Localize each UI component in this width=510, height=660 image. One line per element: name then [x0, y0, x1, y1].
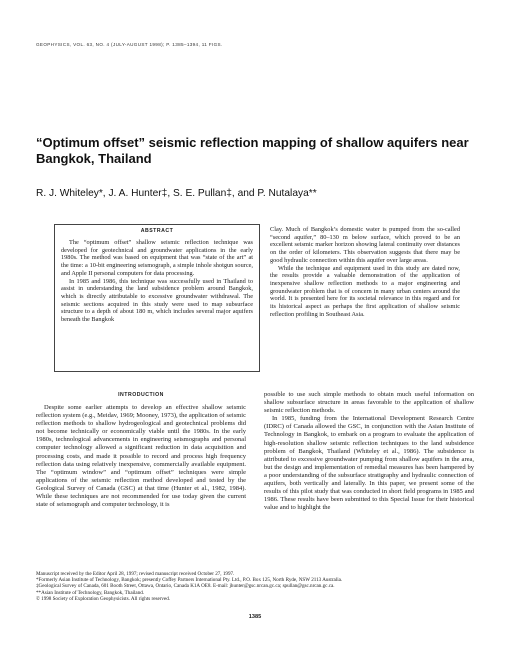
introduction-right-column: [264, 391, 474, 512]
abstract-paragraph-2: In 1985 and 1986, this technique was successfully used in Thailand to assist in understanding the land subsidence problem around Bangkok, which is directly attributable to excessive groundwater withdrawal. The seismic sections acquired in this study were used to map subsurface structure to a depth of about 180 m, which includes several major aquifers beneath the Bangkok: [61, 277, 253, 324]
introduction-left-column: [36, 404, 246, 509]
footnotes: [36, 571, 476, 602]
introduction-heading: INTRODUCTION: [118, 392, 164, 398]
abstract-box: [54, 224, 260, 372]
paper-title: “Optimum offset” seismic reflection mapping of shallow aquifers near Bangkok, Thailand: [36, 135, 469, 166]
author-list: R. J. Whiteley*, J. A. Hunter‡, S. E. Pullan‡, and P. Nutalaya**: [36, 188, 317, 199]
abstract-paragraph-3: Clay. Much of Bangkok’s domestic water is pumped from the so-called “second aquifer,” 80–130 m below surface, which proved to be an excellent seismic marker horizon showing lateral continuity over distances on the order of kilometers. This observation suggests that there may be good hydraulic connection within this aquifer over large areas.: [270, 226, 460, 264]
footnote-affiliation-gsc: ‡Geological Survey of Canada, 601 Booth Street, Ottawa, Ontario, Canada K1A OE8. E-mail: jhunter@gsc.nrcan.gc.ca; spullan@gsc.nrcan.gc.ca.: [36, 583, 335, 590]
footnote-affiliation-whiteley: *Formerly Asian Institute of Technology, Bangkok; presently Coffey Partners International Pty. Ltd., P.O. Box 125, North Ryde, NSW 2113 Australia.: [36, 577, 343, 584]
footnote-manuscript: Manuscript received by the Editor April 28, 1997; revised manuscript received October 27, 1997.: [36, 571, 235, 577]
abstract-continuation: [270, 226, 460, 318]
introduction-paragraph-2: possible to use such simple methods to obtain much useful information on shallow subsurface structure in areas favorable to the application of shallow seismic reflection methods.: [264, 391, 474, 415]
running-head: GEOPHYSICS, VOL. 63, NO. 4 (JULY-AUGUST 1998); P. 1385–1394, 11 FIGS.: [36, 42, 223, 47]
introduction-paragraph-1: Despite some earlier attempts to develop an effective shallow seismic reflection system (e.g., Meidav, 1969; Mooney, 1973), the application of seismic reflection methods to shallow hydrogeological and geotechnical problems did not become technically or economically viable until the 1980s. In the early 1980s, technological advancements in engineering seismographs and personal computer technology allowed a significant reduction in data acquisition and processing costs, and made it possible to record and process high frequency reflection data using relatively inexpensive, commercially available equipment. The “optimum window” and “optimum offset” techniques were simple applications of the seismic reflection method developed and tested by the Geological Survey of Canada (GSC) at that time (Hunter et al., 1982, 1984). While these techniques are not recommended for use today given the current state of seismograph and computer technology, it is: [36, 404, 246, 509]
page-number: 1385: [248, 614, 262, 620]
footnote-copyright: © 1998 Society of Exploration Geophysicists. All rights reserved.: [36, 595, 171, 602]
abstract-heading: ABSTRACT: [140, 228, 174, 234]
abstract-paragraph-4: While the technique and equipment used in this study are dated now, the results provide a valuable demonstration of the application of inexpensive shallow reflection methods to a major engineering and groundwater problem that is of concern in many urban centers around the world. It is presented here for its societal relevance in this regard and for its historical aspect as perhaps the first application of shallow seismic reflection profiling in Southeast Asia.: [270, 264, 460, 318]
introduction-paragraph-3: In 1985, funding from the International Development Research Centre (IDRC) of Canada allowed the GSC, in conjunction with the Asian Institute of Technology in Bangkok, to embark on a program to evaluate the application of high-resolution shallow seismic reflection techniques to the land subsidence problem of Bangkok, Thailand (Whiteley et al., 1986). The subsidence is attributed to excessive groundwater pumping from shallow aquifers in the area, but the design and implementation of remedial measures has been hampered by a poor understanding of the subsurface stratigraphy and hydraulic connection of aquifers, both vertically and laterally. In this paper, we present some of the results of this pilot study that was conducted in short field programs in 1985 and 1986. These results have been submitted to this Special Issue for their historical value and to highlight the: [264, 415, 474, 512]
abstract-paragraph-1: The “optimum offset” shallow seismic reflection technique was developed for geotechnical and groundwater applications in the early 1980s. The method was based on equipment that was “state of the art” at the time: a 10-bit engineering seismograph, a simple inhole shotgun source, and Apple II personal computers for data processing.: [61, 239, 253, 277]
footnote-affiliation-ait: **Asian Institute of Technology, Bangkok, Thailand.: [36, 589, 145, 596]
